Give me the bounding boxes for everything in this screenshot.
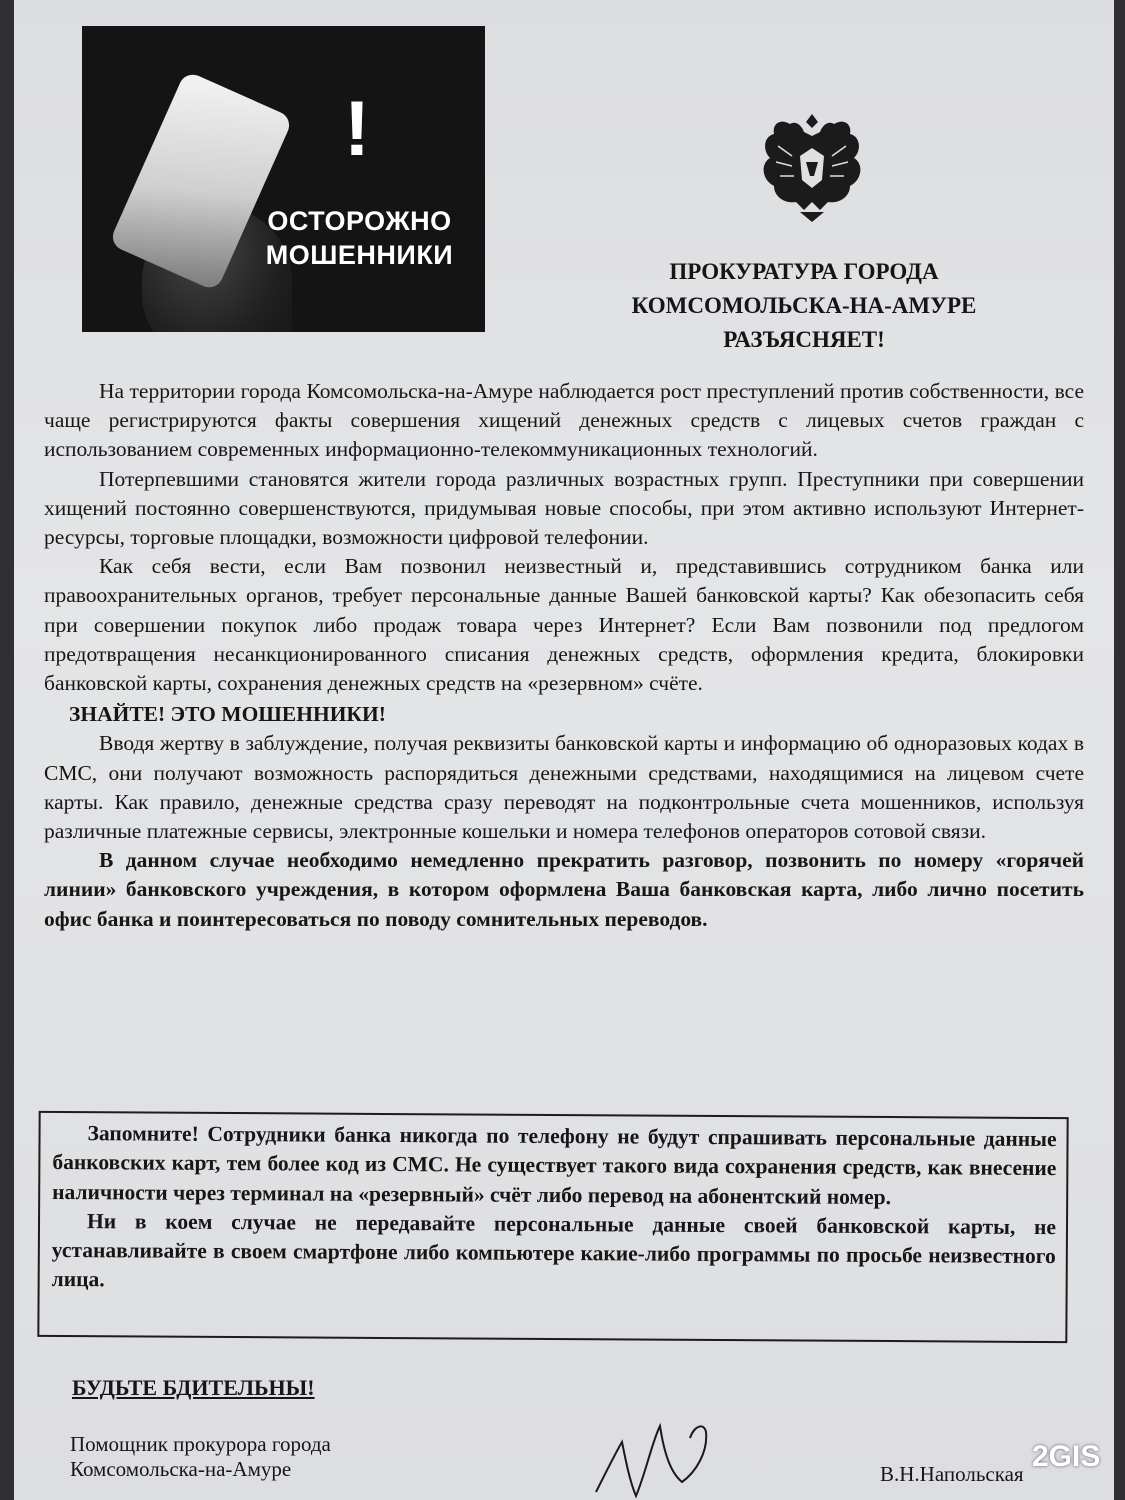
handwritten-signature: [586, 1412, 736, 1500]
remember-notice-box: [37, 1111, 1068, 1343]
paragraph-2: Потерпевшими становятся жители города различных возрастных групп. Преступники при совершении хищений постоянно совершенствуются, придумывая новые способы, при этом активно используют Интернет-ресурсы, торговые площадки, возможности цифровой телефонии.: [44, 466, 1084, 550]
signer-title-line2: Комсомольска-на-Амуре: [70, 1457, 292, 1481]
paragraph-3: Как себя вести, если Вам позвонил неизвестный и, представившись сотрудником банка или правоохранительных органов, требует персональные данные Вашей банковской карты? Как обезопасить себя при совершении покупок либо продаж товара через Интернет? Если Вам позвонили под предлогом предотвращения несанкционированного списания денежных средств, оформления кредита, блокировки банковской карты, сохранения денежных средств на «резервном» счёте.: [44, 554, 1084, 696]
body-text: [44, 377, 1084, 934]
document-header: [574, 255, 1034, 357]
watermark-logo: 2GIS: [1032, 1440, 1101, 1473]
scam-warning-heading: ЗНАЙТЕ! ЭТО МОШЕННИКИ!: [69, 702, 386, 727]
signer-title-line1: Помощник прокурора города: [70, 1432, 331, 1456]
signer-name: В.Н.Напольская: [880, 1462, 1024, 1486]
signer-title: [70, 1432, 490, 1482]
notice-paragraph-1: Запомните! Сотрудники банка никогда по телефону не будут спрашивать персональные данные банковских карт, тем более код из СМС. Не существует такого вида сохранения средств, как внесение наличности через терминал на «резервный» счёт либо перевод на абонентский номер.: [52, 1121, 1057, 1209]
closing-appeal: БУДЬТЕ БДИТЕЛЬНЫ!: [72, 1375, 315, 1400]
header-line2: КОМСОМОЛЬСКА-НА-АМУРЕ: [631, 293, 977, 318]
header-line3: РАЗЪЯСНЯЕТ!: [723, 327, 885, 352]
header-line1: ПРОКУРАТУРА ГОРОДА: [669, 259, 939, 284]
paragraph-1: На территории города Комсомольска-на-Амуре наблюдается рост преступлений против собственности, все чаще регистрируются факты совершения хищений денежных средств с лицевых счетов граждан с использованием современных информационно-телекоммуникационных технологий.: [44, 379, 1084, 462]
paragraph-4: Вводя жертву в заблуждение, получая реквизиты банковской карты и информацию об одноразовых кодах в СМС, они получают возможность распорядиться денежными средствами, находящимися на лицевом счете карты. Как правило, денежные средства сразу переводят на подконтрольные счета мошенников, используя различные платежные сервисы, электронные кошельки и номера телефонов операторов сотовой связи.: [44, 731, 1084, 844]
notice-paragraph-2: Ни в коем случае не передавайте персональные данные своей банковской карты, не устанавливайте в своем смартфоне либо компьютере какие-либо программы по просьбе неизвестного лица.: [51, 1209, 1057, 1292]
paragraph-5: В данном случае необходимо немедленно прекратить разговор, позвонить по номеру «горячей линии» банковского учреждения, в котором оформлена Ваша банковская карта, либо лично посетить офис банка и поинтересоваться по поводу сомнительных переводов.: [44, 848, 1084, 931]
scam-warning-poster: [82, 26, 485, 332]
poster-caption-line1: ОСТОРОЖНО: [267, 206, 452, 236]
exclamation-mark: !: [344, 84, 370, 172]
double-headed-eagle-emblem-icon: [752, 106, 872, 224]
poster-caption: [252, 204, 467, 272]
poster-caption-line2: МОШЕННИКИ: [265, 240, 454, 270]
document-sheet: [14, 0, 1114, 1500]
